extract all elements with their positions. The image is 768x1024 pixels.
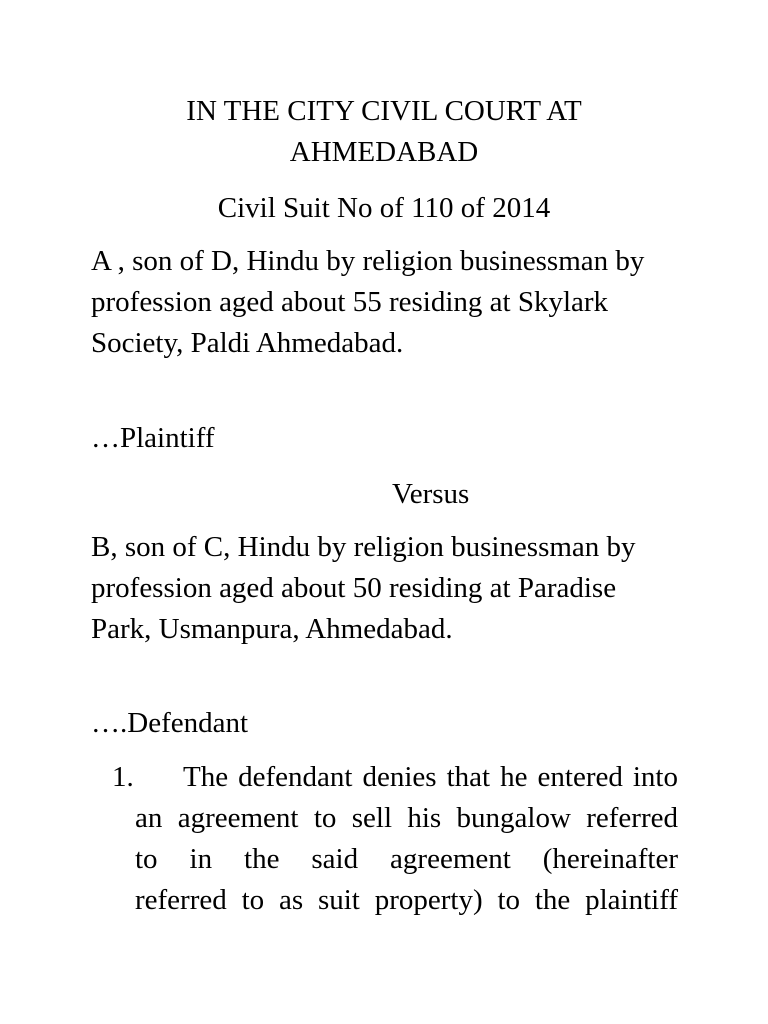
point-line: to in the said agreement (hereinafter (135, 843, 678, 875)
defendant-line: Park, Usmanpura, Ahmedabad. (91, 613, 453, 645)
court-title-line1: IN THE CITY CIVIL COURT AT (186, 95, 582, 127)
court-title-line2: AHMEDABAD (289, 136, 479, 168)
defendant-line: B, son of C, Hindu by religion businessman by (91, 531, 636, 563)
defendant-role: ….Defendant (91, 707, 249, 739)
defendant-line: profession aged about 50 residing at Paradise (91, 572, 617, 604)
plaintiff-line: Society, Paldi Ahmedabad. (91, 327, 404, 359)
plaintiff-line: profession aged about 55 residing at Skylark (91, 286, 609, 318)
point-text (135, 757, 678, 921)
court-title (0, 91, 768, 173)
point-line: an agreement to sell his bungalow referred (135, 802, 678, 834)
point-line: referred to as suit property) to the plaintiff (135, 884, 678, 916)
point-number: 1. (112, 761, 134, 793)
suit-number: Civil Suit No of 110 of 2014 (217, 192, 551, 224)
plaintiff-line: A , son of D, Hindu by religion businessman by (91, 245, 645, 277)
plaintiff-description (91, 241, 691, 364)
plaintiff-role: …Plaintiff (91, 422, 215, 454)
defendant-description (91, 527, 691, 650)
versus-heading: Versus (392, 478, 470, 510)
point-line: The defendant denies that he entered into (183, 761, 678, 793)
